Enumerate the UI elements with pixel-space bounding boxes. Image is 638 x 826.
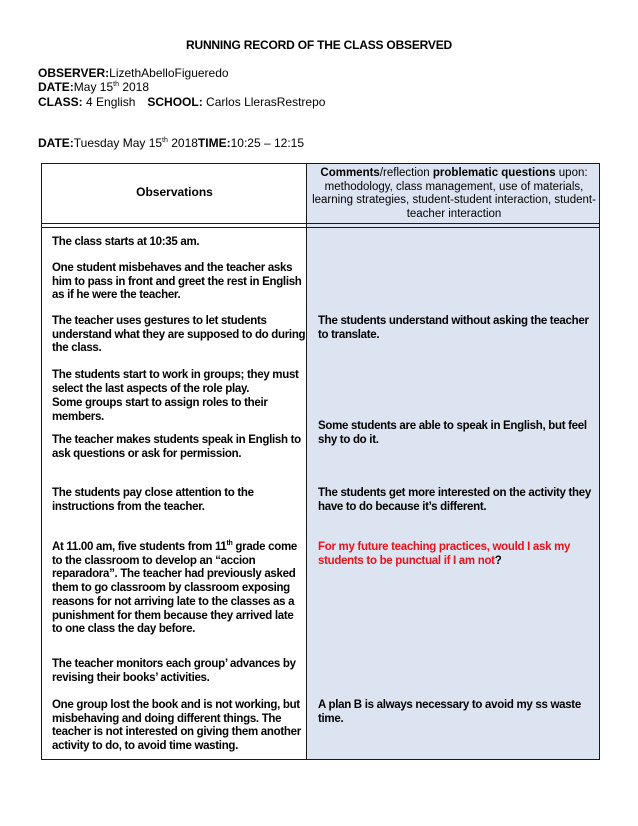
comment-item: A plan B is always necessary to avoid my ss waste time. <box>318 699 581 725</box>
observation-item: One student misbehaves and the teacher asks him to pass in front and greet the rest in English as if he were the teacher. <box>52 262 302 302</box>
observer-line <box>38 66 229 80</box>
comments-header-text2: upon: methodology, class management, use of materials, learning strategies, student-student interaction, student-teacher interaction <box>312 167 596 220</box>
comments-header-text: /reflection <box>379 167 433 179</box>
date-time-line <box>38 136 304 150</box>
comments-header-bold2: problematic questions <box>432 167 556 179</box>
observation-item: The students start to work in groups; they must select the last aspects of the role play. <box>52 369 299 395</box>
date2-value-year: 2018 <box>167 136 198 150</box>
date2-label: DATE: <box>38 136 74 150</box>
comment-item-reflection <box>318 541 594 568</box>
date-value: May 15 <box>73 80 114 94</box>
date-label: DATE: <box>38 80 74 94</box>
comment-question-mark: ? <box>494 554 502 567</box>
observer-value: LizethAbelloFigueredo <box>109 66 229 80</box>
comments-header-bold: Comments <box>320 167 380 179</box>
observation-item: The teacher uses gestures to let students understand what they are supposed to do during the class. <box>52 315 306 355</box>
observation-item-11th-grade <box>52 541 306 637</box>
comments-column <box>307 164 599 759</box>
class-line <box>38 95 325 109</box>
comment-item: Some students are able to speak in English, but feel shy to do it. <box>318 420 587 446</box>
school-label: SCHOOL: <box>147 95 203 109</box>
class-value: 4 English <box>82 95 136 109</box>
comment-item: The students understand without asking the teacher to translate. <box>318 315 589 341</box>
observation-table <box>41 163 600 760</box>
observation-item: The students pay close attention to the instructions from the teacher. <box>52 487 254 513</box>
time-label: TIME: <box>197 136 231 150</box>
date-line <box>38 80 149 94</box>
comment-red-question: For my future teaching practices, would I ask my students to be punctual if I am not <box>318 541 571 567</box>
class-label: CLASS: <box>38 95 83 109</box>
date2-value-suffix: th <box>162 137 168 144</box>
observation-item: Some groups start to assign roles to their members. <box>52 397 268 423</box>
obs-11-suffix: th <box>226 540 233 547</box>
observations-header: Observations <box>136 185 213 199</box>
date2-value: Tuesday May 15 <box>73 136 163 150</box>
obs-11-text-rest: grade come to the classroom to develop an “accion reparadora”. The teacher had previously asked them to go classroom by classroom exposing reasons for not arriving late to the classes as a punishment for them because they arrived late to one class the day before. <box>52 541 297 636</box>
header-divider <box>42 223 599 228</box>
comment-item: The students get more interested on the activity they have to do because it’s different. <box>318 487 591 513</box>
date-value-year: 2018 <box>118 80 150 94</box>
time-value: 10:25 – 12:15 <box>230 136 304 150</box>
page-title: RUNNING RECORD OF THE CLASS OBSERVED <box>186 38 452 52</box>
observation-item: The teacher makes students speak in English to ask questions or ask for permission. <box>52 434 301 460</box>
observation-item: The class starts at 10:35 am. <box>52 236 200 248</box>
observation-item: The teacher monitors each group’ advances by revising their books’ activities. <box>52 658 296 684</box>
observation-item: One group lost the book and is not working, but misbehaving and doing different things. The teacher is not interested on giving them another activity to do, to avoid time wasting. <box>52 699 301 753</box>
comments-header <box>311 167 597 221</box>
date-value-suffix: th <box>113 81 119 88</box>
observer-label: OBSERVER: <box>38 66 110 80</box>
school-value: Carlos LlerasRestrepo <box>202 95 326 109</box>
obs-11-text: At 11.00 am, five students from 11 <box>52 541 227 553</box>
